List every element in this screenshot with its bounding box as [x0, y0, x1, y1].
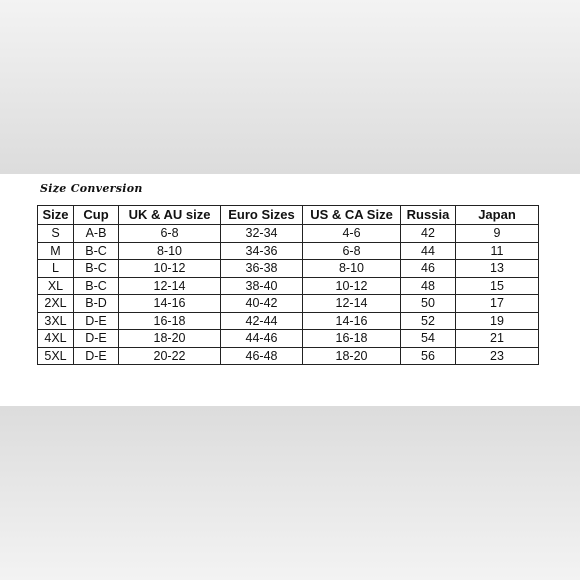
cell-size: 5XL — [38, 347, 74, 365]
cell-size: 2XL — [38, 295, 74, 313]
size-conversion-title: Size Conversion — [40, 182, 143, 195]
cell-cup: A-B — [74, 225, 119, 243]
cell-uk-au: 14-16 — [119, 295, 221, 313]
cell-us-ca: 10-12 — [303, 277, 401, 295]
cell-euro: 34-36 — [221, 242, 303, 260]
cell-cup: B-C — [74, 242, 119, 260]
header-russia: Russia — [401, 206, 456, 225]
header-cup: Cup — [74, 206, 119, 225]
size-conversion-table — [37, 205, 539, 365]
cell-us-ca: 4-6 — [303, 225, 401, 243]
cell-japan: 11 — [456, 242, 539, 260]
cell-japan: 17 — [456, 295, 539, 313]
header-uk-au-size: UK & AU size — [119, 206, 221, 225]
background-bottom — [0, 406, 580, 580]
cell-russia: 56 — [401, 347, 456, 365]
cell-japan: 21 — [456, 330, 539, 348]
table-row — [38, 225, 539, 243]
cell-uk-au: 16-18 — [119, 312, 221, 330]
cell-size: 4XL — [38, 330, 74, 348]
cell-us-ca: 6-8 — [303, 242, 401, 260]
cell-euro: 38-40 — [221, 277, 303, 295]
cell-cup: B-D — [74, 295, 119, 313]
cell-us-ca: 16-18 — [303, 330, 401, 348]
table-row — [38, 260, 539, 278]
cell-japan: 13 — [456, 260, 539, 278]
cell-russia: 52 — [401, 312, 456, 330]
cell-size: L — [38, 260, 74, 278]
cell-us-ca: 8-10 — [303, 260, 401, 278]
cell-size: XL — [38, 277, 74, 295]
header-us-ca-size: US & CA Size — [303, 206, 401, 225]
table-row — [38, 312, 539, 330]
table-row — [38, 242, 539, 260]
size-conversion-card — [0, 174, 580, 406]
cell-uk-au: 18-20 — [119, 330, 221, 348]
cell-euro: 44-46 — [221, 330, 303, 348]
cell-euro: 32-34 — [221, 225, 303, 243]
header-size: Size — [38, 206, 74, 225]
background-top — [0, 0, 580, 174]
cell-japan: 19 — [456, 312, 539, 330]
cell-euro: 40-42 — [221, 295, 303, 313]
cell-russia: 48 — [401, 277, 456, 295]
cell-russia: 54 — [401, 330, 456, 348]
table-row — [38, 277, 539, 295]
cell-russia: 50 — [401, 295, 456, 313]
table-row — [38, 295, 539, 313]
table-header-row — [38, 206, 539, 225]
cell-cup: B-C — [74, 260, 119, 278]
cell-russia: 42 — [401, 225, 456, 243]
cell-japan: 15 — [456, 277, 539, 295]
cell-size: M — [38, 242, 74, 260]
table-row — [38, 347, 539, 365]
cell-us-ca: 18-20 — [303, 347, 401, 365]
cell-us-ca: 12-14 — [303, 295, 401, 313]
cell-cup: D-E — [74, 330, 119, 348]
cell-uk-au: 12-14 — [119, 277, 221, 295]
cell-cup: D-E — [74, 312, 119, 330]
cell-size: 3XL — [38, 312, 74, 330]
cell-uk-au: 20-22 — [119, 347, 221, 365]
cell-uk-au: 6-8 — [119, 225, 221, 243]
table-row — [38, 330, 539, 348]
cell-cup: D-E — [74, 347, 119, 365]
cell-euro: 42-44 — [221, 312, 303, 330]
header-euro-sizes: Euro Sizes — [221, 206, 303, 225]
cell-japan: 23 — [456, 347, 539, 365]
cell-euro: 46-48 — [221, 347, 303, 365]
cell-euro: 36-38 — [221, 260, 303, 278]
cell-russia: 44 — [401, 242, 456, 260]
cell-uk-au: 8-10 — [119, 242, 221, 260]
cell-russia: 46 — [401, 260, 456, 278]
cell-size: S — [38, 225, 74, 243]
cell-japan: 9 — [456, 225, 539, 243]
cell-uk-au: 10-12 — [119, 260, 221, 278]
cell-cup: B-C — [74, 277, 119, 295]
cell-us-ca: 14-16 — [303, 312, 401, 330]
header-japan: Japan — [456, 206, 539, 225]
